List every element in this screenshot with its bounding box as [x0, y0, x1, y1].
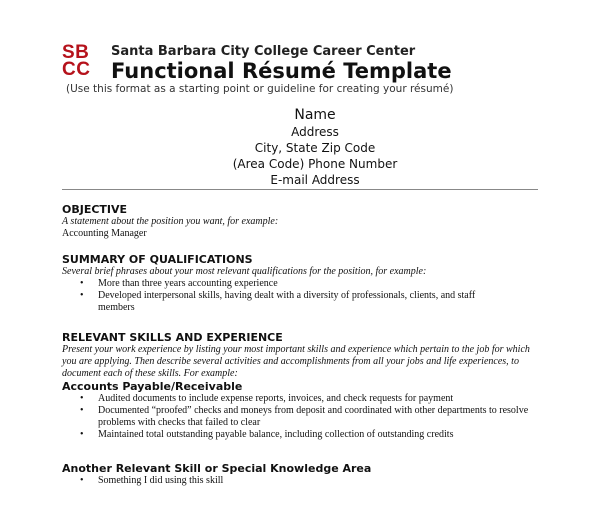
objective-section: [62, 203, 542, 240]
skills-heading: RELEVANT SKILLS AND EXPERIENCE: [62, 331, 283, 344]
contact-city: City, State Zip Code: [254, 141, 376, 155]
qualifications-list: [62, 278, 512, 314]
list-item-text: Maintained total outstanding payable balance, including collection of outstanding credits: [98, 429, 454, 440]
bullet-icon: •: [80, 290, 84, 301]
logo-line-1: SB: [62, 42, 90, 63]
document-subtitle: (Use this format as a starting point or guideline for creating your résumé): [66, 83, 454, 95]
contact-address: Address: [291, 125, 339, 139]
document-title: Functional Résumé Template: [111, 59, 452, 83]
qualifications-section: [62, 253, 542, 314]
contact-block: [0, 106, 600, 188]
bullet-icon: •: [80, 393, 84, 404]
skills-section: [62, 331, 542, 441]
skills-hint: Present your work experience by listing your most important skills and experience which pertain to the job for which you are applying. Then describe several activities and accomplishments from all your jobs and life experiences, to document each of these skills. For example:: [62, 344, 530, 379]
bullet-icon: •: [80, 405, 84, 416]
contact-phone: (Area Code) Phone Number: [232, 157, 398, 171]
skills-subheading: Accounts Payable/Receivable: [62, 380, 243, 393]
qualifications-hint: Several brief phrases about your most relevant qualifications for the position, for example:: [62, 266, 427, 277]
list-item-text: Something I did using this skill: [98, 475, 224, 486]
bullet-icon: •: [80, 429, 84, 440]
other-skill-section: [62, 462, 542, 487]
qualifications-heading: SUMMARY OF QUALIFICATIONS: [62, 253, 253, 266]
objective-hint: A statement about the position you want, for example:: [62, 216, 279, 227]
list-item-text: Audited documents to include expense reports, invoices, and check requests for payment: [98, 393, 454, 404]
logo-line-2: CC: [62, 59, 91, 80]
bullet-icon: •: [80, 475, 84, 486]
list-item-text: Documented “proofed” checks and moneys from deposit and coordinated with other departments to resolve problems with checks that failed to clear: [98, 405, 529, 428]
other-skill-heading: Another Relevant Skill or Special Knowledge Area: [62, 462, 372, 475]
list-item: [62, 475, 542, 487]
list-item: [62, 290, 512, 314]
header-divider: [62, 189, 538, 190]
objective-example: Accounting Manager: [62, 228, 147, 239]
skills-list: [62, 393, 534, 441]
other-skill-list: [62, 475, 542, 487]
list-item: [62, 405, 534, 429]
college-name: Santa Barbara City College Career Center: [111, 44, 416, 59]
contact-email: E-mail Address: [270, 173, 360, 187]
list-item-text: More than three years accounting experience: [98, 278, 278, 289]
list-item: [62, 429, 534, 441]
bullet-icon: •: [80, 278, 84, 289]
list-item: [62, 393, 534, 405]
sbcc-logo: [62, 44, 102, 80]
objective-heading: OBJECTIVE: [62, 203, 128, 216]
list-item: [62, 278, 512, 290]
list-item-text: Developed interpersonal skills, having dealt with a diversity of professionals, clients, and staff members: [98, 290, 476, 313]
contact-name: Name: [294, 107, 336, 123]
